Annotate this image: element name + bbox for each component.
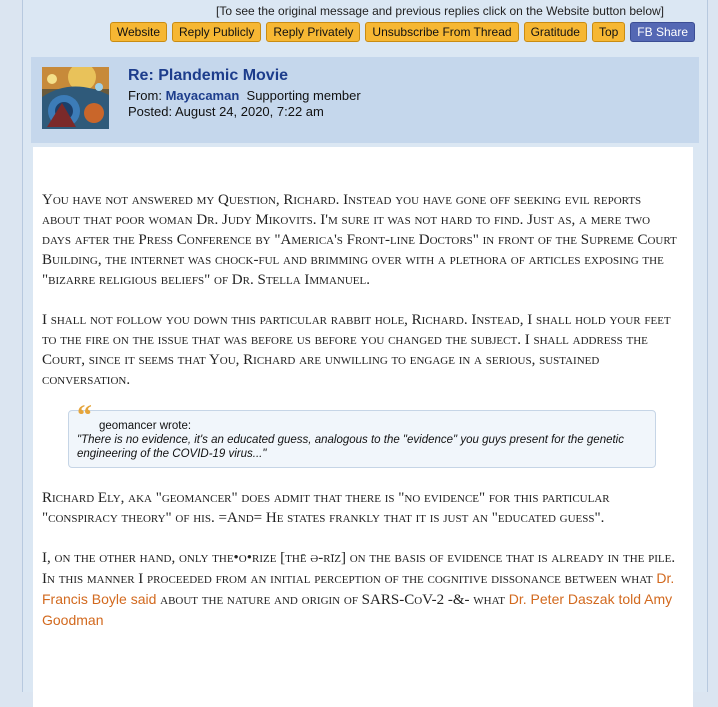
gratitude-button[interactable]: Gratitude — [524, 22, 587, 42]
reply-publicly-button[interactable]: Reply Publicly — [172, 22, 261, 42]
unsubscribe-button[interactable]: Unsubscribe From Thread — [365, 22, 518, 42]
quote-author: geomancer wrote: — [99, 420, 192, 432]
peter-daszak-link[interactable]: Dr. Peter Daszak told Amy Goodman — [42, 591, 673, 628]
francis-boyle-link[interactable]: Dr. Francis Boyle said — [42, 570, 675, 607]
post-title[interactable]: Re: Plandemic Movie — [128, 67, 289, 84]
post-from — [128, 88, 361, 103]
paragraph-4-text-a: I, on the other hand, only the•o•rize [thē ə-rīz] on the basis of evidence that is already in the pile. In this manner I proceeded from an initial perception of the cognitive dissonance between what — [42, 550, 676, 587]
post-date: Posted: August 24, 2020, 7:22 am — [128, 104, 324, 119]
quote-block — [68, 399, 656, 468]
post-header — [31, 57, 699, 143]
paragraph-1: You have not answered my Question, Richard. Instead you have gone off seeking evil reports about that poor woman Dr. Judy Mikovits. I'm sure it was not hard to find. Just as, a mere two days after the Press Conference by "America's Front-line Doctors" in front of the Supreme Court Building, the internet was chock-ful and brimming over with a plethora of articles exposing the "bizarre religious beliefs" of Dr. Stella Immanuel. — [42, 192, 677, 288]
website-notice: [To see the original message and previous replies click on the Website button below] — [215, 4, 665, 18]
paragraph-3: Richard Ely, aka "geomancer" does admit that there is "no evidence" for this particular "conspiracy theory" of his. =And= He states frankly that it is just an "educated guess". — [42, 490, 610, 526]
reply-privately-button[interactable]: Reply Privately — [266, 22, 360, 42]
avatar-image — [42, 67, 109, 129]
avatar[interactable] — [42, 67, 109, 129]
author-role: Supporting member — [246, 88, 361, 103]
paragraph-2: I shall not follow you down this particular rabbit hole, Richard. Instead, I shall hold your feet to the fire on the issue that was before us before you changed the subject. I shall address the Court, since it seems that You, Richard are unwilling to engage in a serious, sustained conversation. — [42, 312, 671, 388]
website-button[interactable]: Website — [110, 22, 167, 42]
quote-icon: “ — [77, 399, 92, 432]
message-body — [33, 147, 693, 707]
paragraph-4-text-b: about the nature and origin of SARS-CoV-2 -&- what — [156, 592, 509, 608]
top-button[interactable]: Top — [592, 22, 625, 42]
paragraph-4 — [42, 548, 678, 631]
fb-share-button[interactable]: FB Share — [630, 22, 695, 42]
quote-text: "There is no evidence, it's an educated guess, analogous to the "evidence" you guys present for the genetic engineering of the COVID-19 virus..." — [77, 434, 624, 460]
message-content — [42, 190, 678, 651]
action-toolbar — [110, 22, 695, 42]
message-frame — [22, 0, 708, 692]
author-link[interactable]: Mayacaman — [165, 88, 240, 103]
from-label: From: — [128, 88, 162, 103]
